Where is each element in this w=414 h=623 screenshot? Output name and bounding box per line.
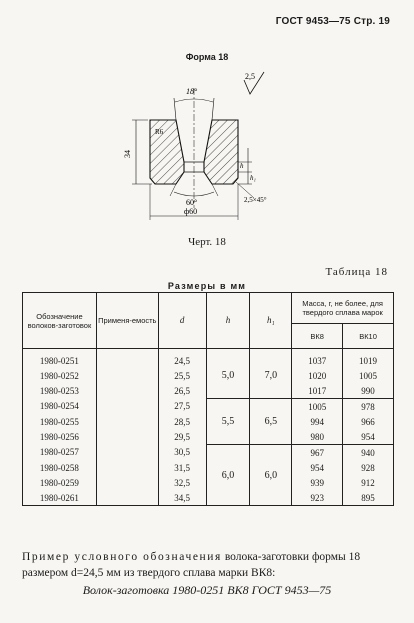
designation-cell: 1980-0257 bbox=[23, 445, 97, 461]
dimensions-table bbox=[22, 292, 394, 506]
vk10-cell: 1005 bbox=[343, 368, 394, 383]
h1-cell: 6,5 bbox=[250, 399, 292, 445]
vk10-cell: 912 bbox=[343, 475, 394, 490]
roughness-label: 2,5 bbox=[245, 72, 255, 81]
header-designation: Обозначение волоков-заготовок bbox=[23, 293, 97, 349]
vk10-cell: 954 bbox=[343, 429, 394, 445]
designation-cell: 1980-0256 bbox=[23, 429, 97, 445]
vk8-cell: 1017 bbox=[292, 383, 343, 399]
vk10-cell: 1019 bbox=[343, 349, 394, 369]
standard-number: ГОСТ 9453—75 bbox=[275, 16, 351, 27]
vk8-cell: 939 bbox=[292, 475, 343, 490]
table-row bbox=[23, 445, 394, 461]
vk10-cell: 990 bbox=[343, 383, 394, 399]
vk8-cell: 954 bbox=[292, 460, 343, 475]
vk10-cell: 895 bbox=[343, 490, 394, 506]
h-cell: 5,5 bbox=[206, 399, 250, 445]
designation-cell: 1980-0261 bbox=[23, 490, 97, 506]
page-number: Стр. 19 bbox=[353, 16, 390, 27]
d-cell: 30,5 bbox=[158, 445, 206, 461]
diameter-label: ф60 bbox=[184, 207, 198, 216]
vk8-cell: 1020 bbox=[292, 368, 343, 383]
vk8-cell: 994 bbox=[292, 414, 343, 429]
d-cell: 27,5 bbox=[158, 399, 206, 415]
figure-caption: Черт. 18 bbox=[188, 236, 226, 248]
designation-cell: 1980-0253 bbox=[23, 383, 97, 399]
table-title: Размеры в мм bbox=[167, 281, 247, 291]
page-header bbox=[276, 16, 390, 27]
d-cell: 31,5 bbox=[158, 460, 206, 475]
header-vk8: ВК8 bbox=[292, 324, 343, 349]
header-h1: h₁ bbox=[250, 293, 292, 349]
example-designation: Волок-заготовка 1980-0251 ВК8 ГОСТ 9453—75 bbox=[82, 583, 332, 597]
designation-cell: 1980-0255 bbox=[23, 414, 97, 429]
h1-cell: 6,0 bbox=[250, 445, 292, 506]
designation-cell: 1980-0251 bbox=[23, 349, 97, 369]
example-body: волока-заготовки формы 18 размером d=24,5 мм из твердого сплава марки ВК8: bbox=[22, 551, 361, 579]
header-mass: Масса, г, не более, для твердого сплава марок bbox=[292, 293, 394, 324]
height-label: 34 bbox=[123, 150, 132, 158]
h-cell: 6,0 bbox=[206, 445, 250, 506]
vk10-cell: 940 bbox=[343, 445, 394, 461]
h-label: h bbox=[240, 162, 244, 170]
vk8-cell: 967 bbox=[292, 445, 343, 461]
chamfer-label: 2,5×45° bbox=[244, 196, 267, 204]
d-cell: 32,5 bbox=[158, 475, 206, 490]
header-h: h bbox=[206, 293, 250, 349]
application-cell bbox=[96, 349, 158, 506]
right-section bbox=[204, 120, 238, 184]
technical-drawing bbox=[118, 68, 298, 228]
header-vk10: ВК10 bbox=[343, 324, 394, 349]
table-row bbox=[23, 349, 394, 369]
d-cell: 25,5 bbox=[158, 368, 206, 383]
example-text bbox=[22, 549, 402, 581]
h-cell: 5,0 bbox=[206, 349, 250, 399]
top-angle-label: 18° bbox=[186, 87, 198, 96]
d-cell: 34,5 bbox=[158, 490, 206, 506]
h1-cell: 7,0 bbox=[250, 349, 292, 399]
vk10-cell: 978 bbox=[343, 399, 394, 415]
header-d: d bbox=[158, 293, 206, 349]
header-application: Применя-емость bbox=[96, 293, 158, 349]
designation-cell: 1980-0254 bbox=[23, 399, 97, 415]
table-row bbox=[23, 399, 394, 415]
designation-cell: 1980-0258 bbox=[23, 460, 97, 475]
d-cell: 29,5 bbox=[158, 429, 206, 445]
form-title: Форма 18 bbox=[185, 52, 229, 62]
designation-cell: 1980-0259 bbox=[23, 475, 97, 490]
example-heading: Пример условного обозначения bbox=[22, 551, 222, 563]
vk8-cell: 1005 bbox=[292, 399, 343, 415]
table-number: Таблица 18 bbox=[325, 266, 388, 278]
d-cell: 26,5 bbox=[158, 383, 206, 399]
h1-label: h₁ bbox=[250, 174, 256, 182]
vk10-cell: 928 bbox=[343, 460, 394, 475]
radius-label: R6 bbox=[155, 128, 164, 136]
d-cell: 24,5 bbox=[158, 349, 206, 369]
designation-cell: 1980-0252 bbox=[23, 368, 97, 383]
vk10-cell: 966 bbox=[343, 414, 394, 429]
bottom-angle-label: 60° bbox=[186, 198, 198, 207]
vk8-cell: 923 bbox=[292, 490, 343, 506]
d-cell: 28,5 bbox=[158, 414, 206, 429]
vk8-cell: 980 bbox=[292, 429, 343, 445]
vk8-cell: 1037 bbox=[292, 349, 343, 369]
